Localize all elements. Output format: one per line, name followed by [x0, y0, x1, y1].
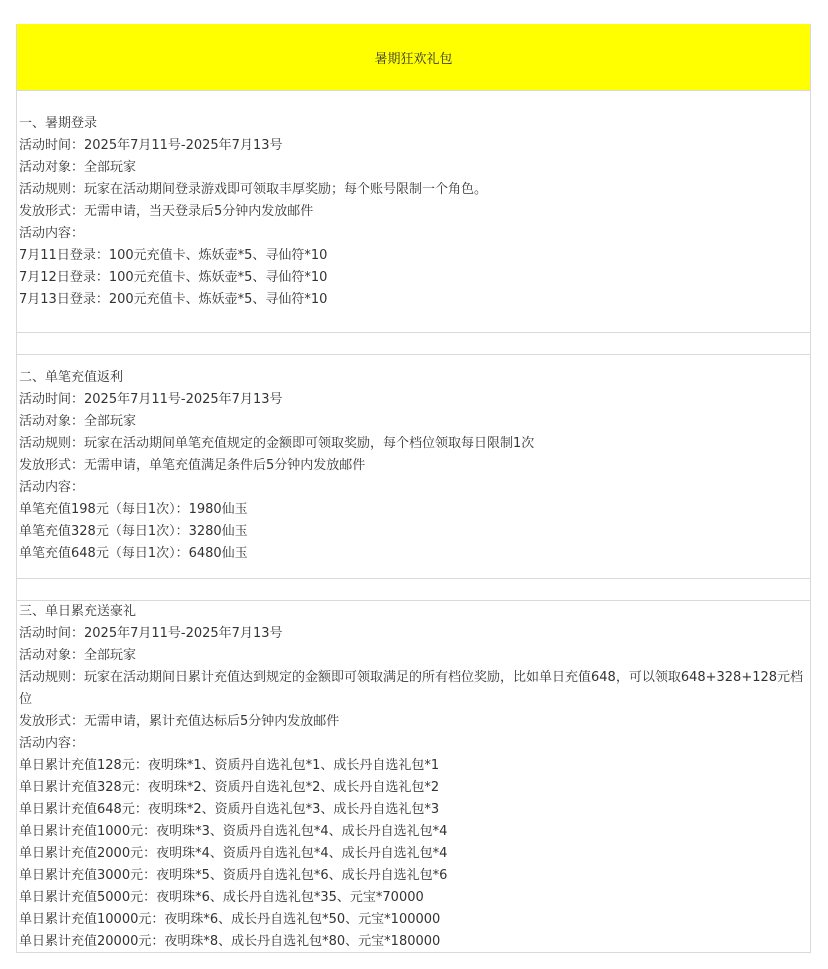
event-time: 活动时间：2025年7月11号-2025年7月13号 — [19, 626, 283, 641]
reward-item: 7月12日登录：100元充值卡、炼妖壶*5、寻仙符*10 — [19, 270, 328, 285]
reward-item: 单日累计充值10000元：夜明珠*6、成长丹自选礼包*50、元宝*100000 — [19, 912, 441, 927]
event-target: 活动对象：全部玩家 — [19, 648, 137, 663]
reward-item: 单笔充值198元（每日1次）：1980仙玉 — [19, 502, 248, 517]
reward-item: 单日累计充值328元：夜明珠*2、资质丹自选礼包*2、成长丹自选礼包*2 — [19, 780, 440, 795]
reward-item: 单日累计充值1000元：夜明珠*3、资质丹自选礼包*4、成长丹自选礼包*4 — [19, 824, 448, 839]
reward-item: 单日累计充值648元：夜明珠*2、资质丹自选礼包*3、成长丹自选礼包*3 — [19, 802, 440, 817]
event-delivery: 发放形式：无需申请，累计充值达标后5分钟内发放邮件 — [19, 714, 340, 729]
section-heading: 三、单日累充送豪礼 — [19, 604, 137, 619]
event-content-label: 活动内容： — [19, 226, 85, 241]
reward-item: 7月11日登录：100元充值卡、炼妖壶*5、寻仙符*10 — [19, 248, 328, 263]
reward-item: 单日累计充值128元：夜明珠*1、资质丹自选礼包*1、成长丹自选礼包*1 — [19, 758, 440, 773]
event-target: 活动对象：全部玩家 — [19, 414, 137, 429]
event-sheet — [16, 24, 811, 953]
reward-item: 单日累计充值3000元：夜明珠*5、资质丹自选礼包*6、成长丹自选礼包*6 — [19, 868, 448, 883]
event-time: 活动时间：2025年7月11号-2025年7月13号 — [19, 392, 283, 407]
reward-item: 单日累计充值5000元：夜明珠*6、成长丹自选礼包*35、元宝*70000 — [19, 890, 424, 905]
event-rule: 活动规则：玩家在活动期间登录游戏即可领取丰厚奖励；每个账号限制一个角色。 — [19, 182, 488, 197]
reward-item: 7月13日登录：200元充值卡、炼妖壶*5、寻仙符*10 — [19, 292, 328, 307]
reward-item: 单日累计充值2000元：夜明珠*4、资质丹自选礼包*4、成长丹自选礼包*4 — [19, 846, 448, 861]
section-heading: 二、单笔充值返利 — [19, 370, 124, 385]
page-title: 暑期狂欢礼包 — [17, 24, 810, 91]
section-summer-login — [17, 91, 810, 333]
reward-item: 单笔充值328元（每日1次）：3280仙玉 — [19, 524, 248, 539]
event-content-label: 活动内容： — [19, 736, 85, 751]
event-target: 活动对象：全部玩家 — [19, 160, 137, 175]
reward-item: 单日累计充值20000元：夜明珠*8、成长丹自选礼包*80、元宝*180000 — [19, 934, 441, 949]
event-time: 活动时间：2025年7月11号-2025年7月13号 — [19, 138, 283, 153]
event-delivery: 发放形式：无需申请，单笔充值满足条件后5分钟内发放邮件 — [19, 458, 366, 473]
reward-item: 单笔充值648元（每日1次）：6480仙玉 — [19, 546, 248, 561]
event-rule: 活动规则：玩家在活动期间单笔充值规定的金额即可领取奖励，每个档位领取每日限制1次 — [19, 436, 535, 451]
event-content-label: 活动内容： — [19, 480, 85, 495]
section-heading: 一、暑期登录 — [19, 116, 98, 131]
event-rule: 活动规则：玩家在活动期间日累计充值达到规定的金额即可领取满足的所有档位奖励，比如单日充值648，可以领取648+328+128元档位 — [19, 670, 804, 707]
spacer-row — [17, 579, 810, 601]
section-single-recharge — [17, 355, 810, 579]
spacer-row — [17, 333, 810, 355]
section-daily-cumulative — [17, 601, 810, 953]
event-delivery: 发放形式：无需申请，当天登录后5分钟内发放邮件 — [19, 204, 314, 219]
